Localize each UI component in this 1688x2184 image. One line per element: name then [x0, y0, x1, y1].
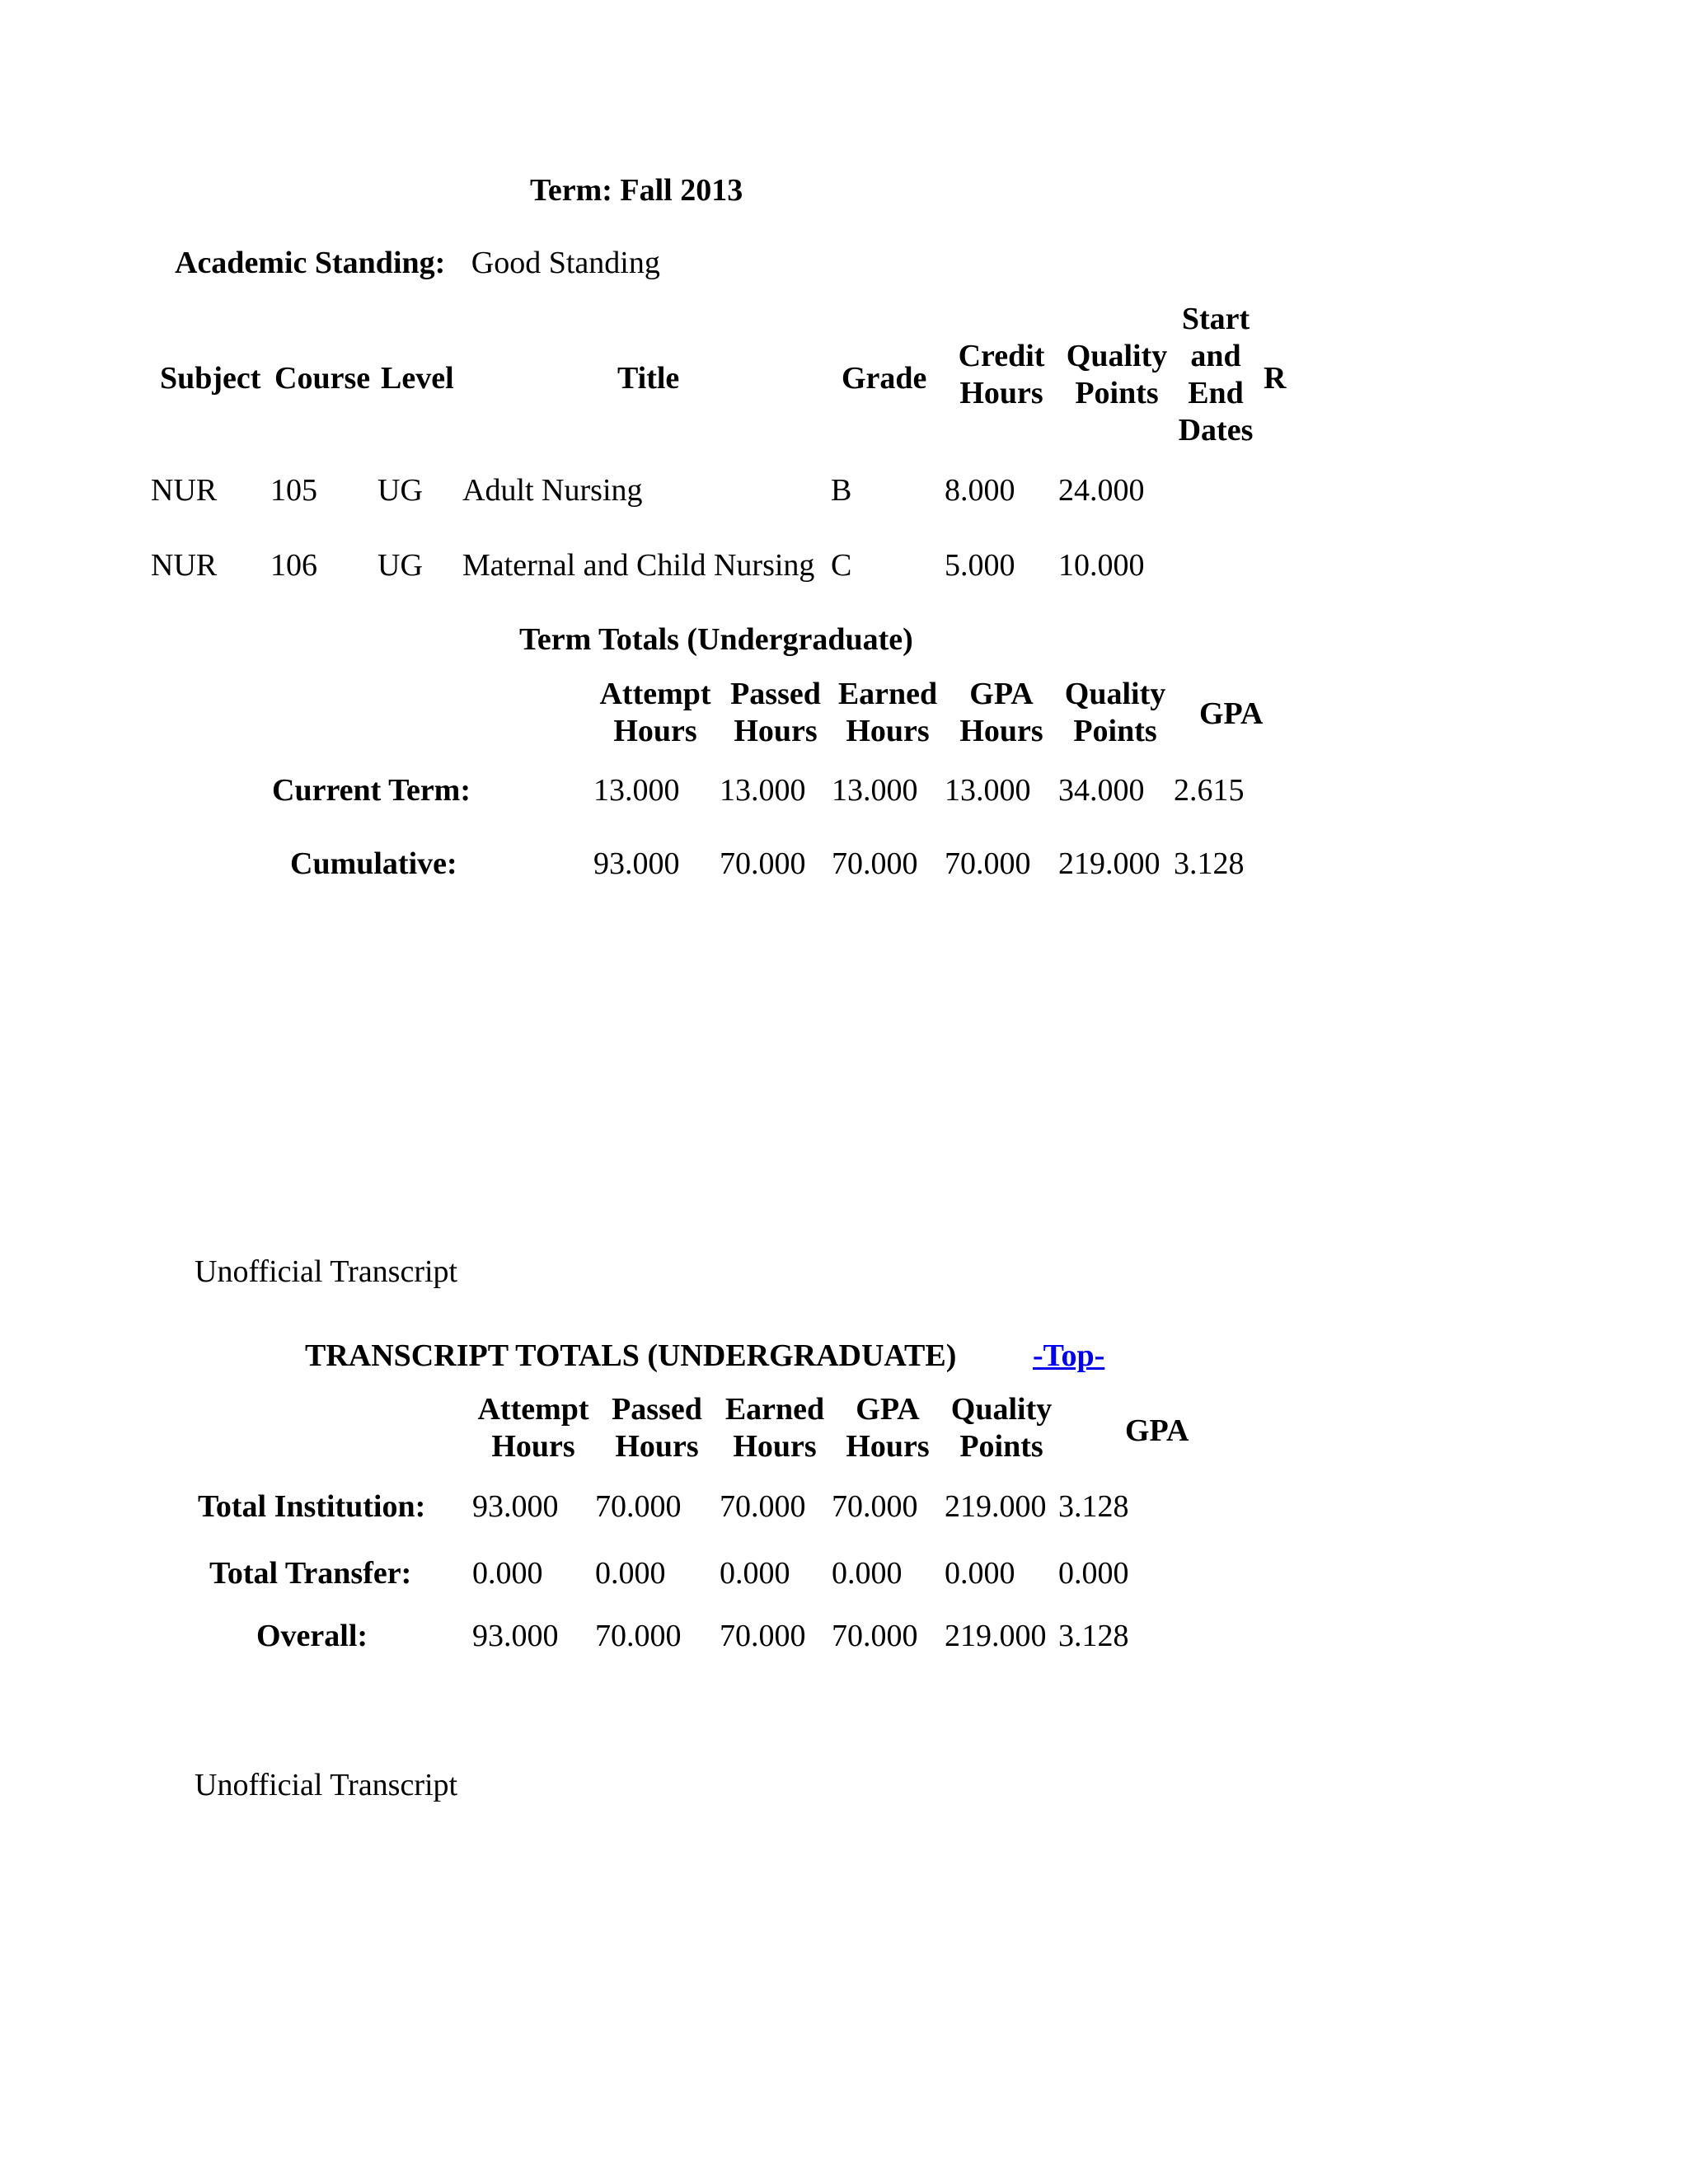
cell-passed-hours: 70.000	[595, 1489, 682, 1524]
academic-standing-label: Academic Standing:	[175, 246, 446, 280]
cell-quality-points: 219.000	[945, 1489, 1047, 1524]
cell-earned-hours: 13.000	[832, 773, 918, 808]
academic-standing	[175, 247, 660, 279]
col-attempt-hours-header: Attempt Hours	[599, 677, 711, 748]
course-quality-points: 24.000	[1058, 473, 1145, 508]
cell-quality-points: 34.000	[1058, 773, 1145, 808]
cell-earned-hours: 70.000	[832, 846, 918, 881]
col-gpa-hours-header: GPA Hours	[846, 1392, 930, 1464]
col-credit-hours-header: Credit Hours	[958, 339, 1045, 410]
course-grade: C	[831, 548, 852, 583]
cell-gpa-hours: 70.000	[832, 1489, 918, 1524]
cell-gpa-hours: 0.000	[832, 1556, 903, 1591]
col-gpa-header: GPA	[1125, 1413, 1189, 1448]
course-title: Maternal and Child Nursing	[462, 548, 815, 583]
col-r-header: R	[1264, 361, 1287, 396]
row-label: Total Institution:	[198, 1489, 426, 1524]
cell-gpa: 3.128	[1174, 846, 1245, 881]
cell-gpa-hours: 13.000	[945, 773, 1031, 808]
term-totals-title: Term Totals (Undergraduate)	[519, 622, 913, 657]
cell-gpa: 3.128	[1058, 1619, 1129, 1653]
col-grade-header: Grade	[842, 361, 927, 396]
course-credit-hours: 8.000	[945, 473, 1015, 508]
col-gpa-header: GPA	[1199, 696, 1264, 731]
cell-gpa-hours: 70.000	[945, 846, 1031, 881]
row-label: Overall:	[256, 1619, 368, 1653]
row-label: Cumulative:	[290, 846, 457, 881]
col-dates-header: Start and End Dates	[1178, 302, 1254, 448]
col-gpa-hours-header: GPA Hours	[959, 677, 1043, 748]
cell-attempt-hours: 93.000	[472, 1489, 559, 1524]
cell-passed-hours: 70.000	[720, 846, 806, 881]
row-label: Current Term:	[272, 773, 471, 808]
cell-gpa: 3.128	[1058, 1489, 1129, 1524]
cell-passed-hours: 13.000	[720, 773, 806, 808]
academic-standing-value: Good Standing	[471, 246, 660, 280]
unofficial-transcript-footer: Unofficial Transcript	[195, 1768, 458, 1802]
col-quality-points-header: Quality Points	[950, 1392, 1053, 1464]
cell-attempt-hours: 93.000	[593, 846, 680, 881]
col-subject-header: Subject	[160, 361, 261, 396]
col-passed-hours-header: Passed Hours	[612, 1392, 702, 1464]
term-heading	[530, 175, 743, 206]
cell-gpa-hours: 70.000	[832, 1619, 918, 1653]
course-grade: B	[831, 473, 852, 508]
cell-earned-hours: 70.000	[720, 1619, 806, 1653]
cell-quality-points: 219.000	[945, 1619, 1047, 1653]
col-passed-hours-header: Passed Hours	[730, 677, 821, 748]
cell-attempt-hours: 93.000	[472, 1619, 559, 1653]
course-subject: NUR	[151, 548, 218, 583]
course-quality-points: 10.000	[1058, 548, 1145, 583]
course-title: Adult Nursing	[462, 473, 643, 508]
term-value: Fall 2013	[620, 173, 743, 208]
col-earned-hours-header: Earned Hours	[837, 677, 938, 748]
cell-attempt-hours: 0.000	[472, 1556, 543, 1591]
course-credit-hours: 5.000	[945, 548, 1015, 583]
course-number: 106	[270, 548, 317, 583]
term-label: Term:	[530, 173, 612, 208]
cell-earned-hours: 70.000	[720, 1489, 806, 1524]
unofficial-transcript-footer: Unofficial Transcript	[195, 1254, 458, 1289]
course-level: UG	[377, 473, 423, 508]
col-quality-points-header: Quality Points	[1064, 677, 1166, 748]
top-link[interactable]: -Top-	[1033, 1338, 1105, 1373]
col-attempt-hours-header: Attempt Hours	[477, 1392, 589, 1464]
cell-passed-hours: 0.000	[595, 1556, 666, 1591]
cell-earned-hours: 0.000	[720, 1556, 790, 1591]
course-level: UG	[377, 548, 423, 583]
transcript-totals-title: TRANSCRIPT TOTALS (UNDERGRADUATE)	[305, 1338, 957, 1373]
col-course-header: Course	[274, 361, 371, 396]
cell-attempt-hours: 13.000	[593, 773, 680, 808]
cell-quality-points: 219.000	[1058, 846, 1160, 881]
col-title-header: Title	[617, 361, 680, 396]
cell-quality-points: 0.000	[945, 1556, 1015, 1591]
col-quality-points-header: Quality Points	[1066, 339, 1168, 410]
course-subject: NUR	[151, 473, 218, 508]
course-number: 105	[270, 473, 317, 508]
col-earned-hours-header: Earned Hours	[724, 1392, 825, 1464]
col-level-header: Level	[381, 361, 454, 396]
cell-gpa: 0.000	[1058, 1556, 1129, 1591]
row-label: Total Transfer:	[209, 1556, 412, 1591]
cell-gpa: 2.615	[1174, 773, 1245, 808]
cell-passed-hours: 70.000	[595, 1619, 682, 1653]
